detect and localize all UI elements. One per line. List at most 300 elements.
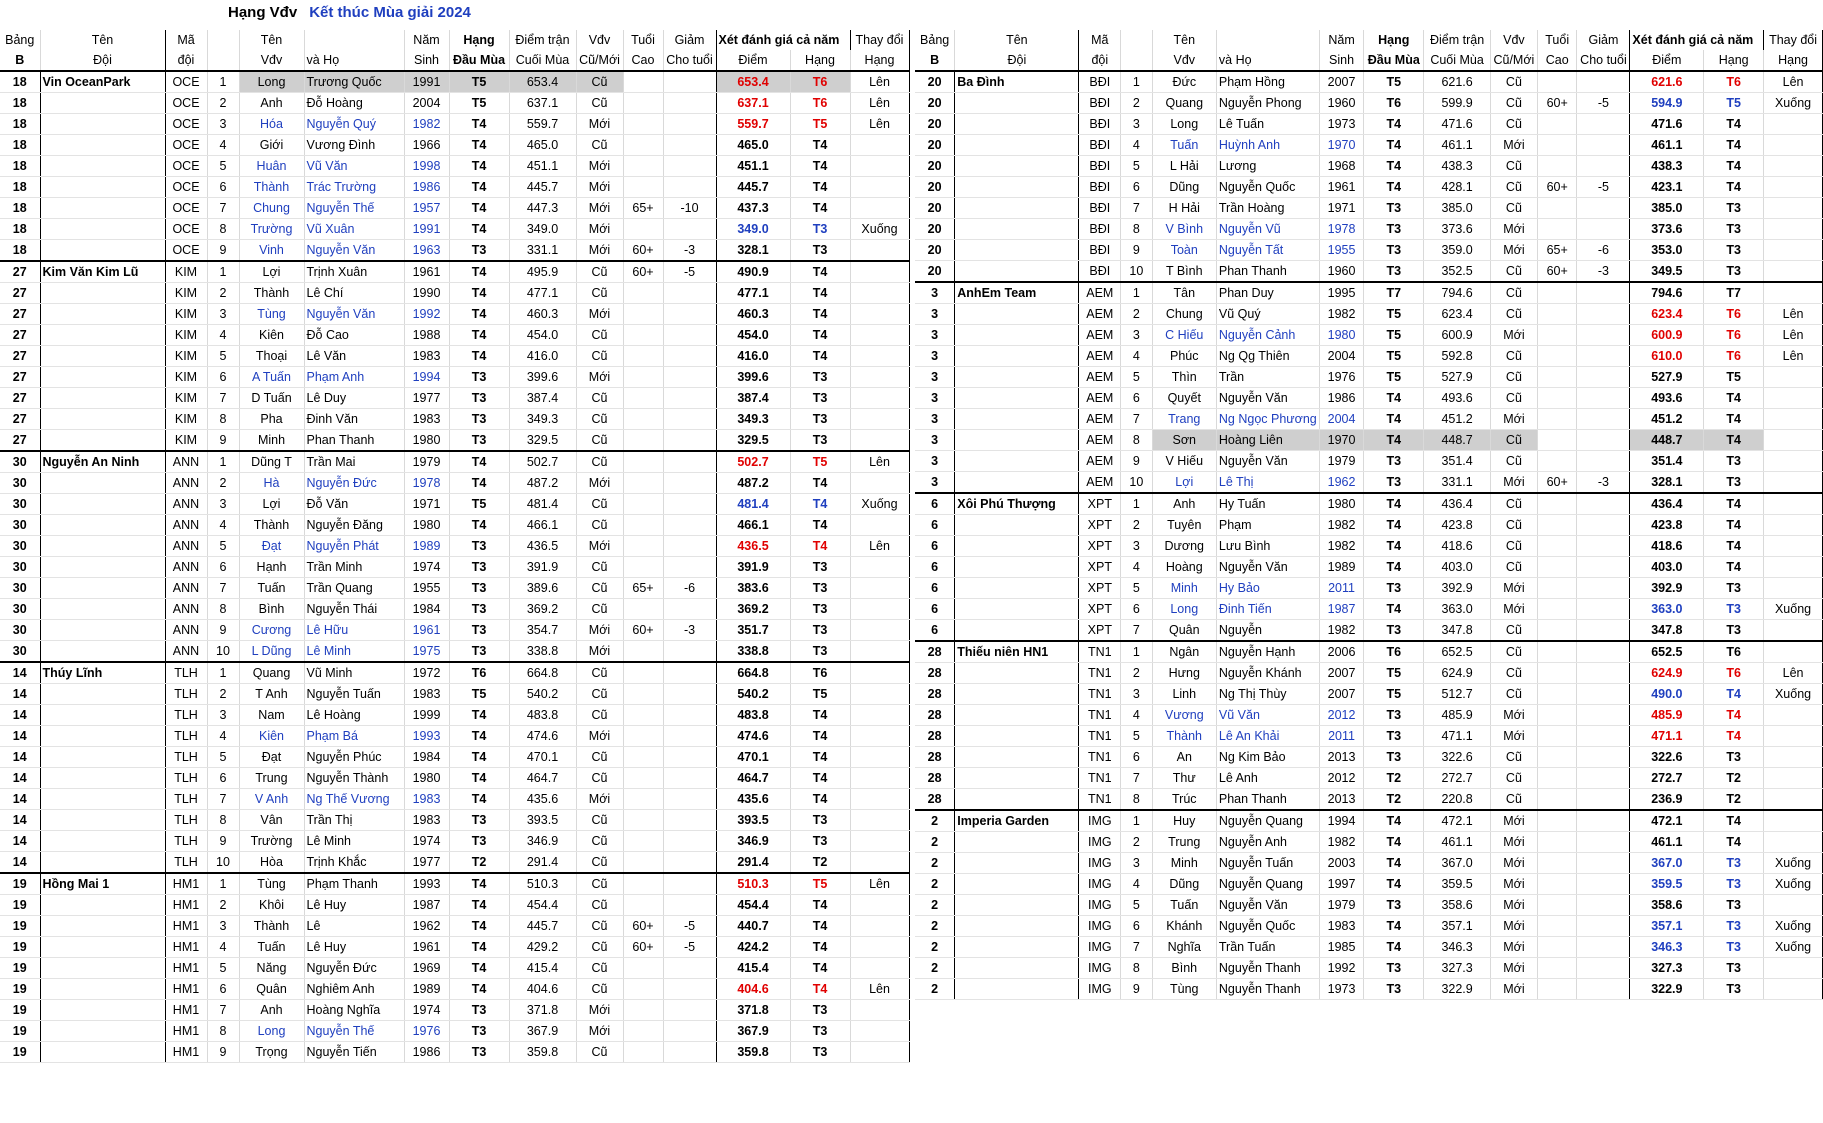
final-rank: T4 <box>790 895 850 916</box>
team-name <box>40 1000 165 1021</box>
table-row <box>915 937 1823 958</box>
final-rank: T6 <box>1704 304 1764 325</box>
birth-year: 1961 <box>1319 177 1364 198</box>
player-no: 9 <box>1121 240 1153 261</box>
team-name <box>40 219 165 240</box>
group-cell: 27 <box>0 261 40 283</box>
rank-change: Xuống <box>850 494 909 515</box>
table-row <box>0 895 909 916</box>
player-status: Cũ <box>1490 177 1537 198</box>
player-status: Mới <box>1490 240 1537 261</box>
player-first-name: Vương <box>1152 705 1216 726</box>
header-cell-8: Điểm trận <box>1424 30 1491 50</box>
age-reduction: -3 <box>1577 261 1630 283</box>
team-code: HM1 <box>165 1042 207 1063</box>
table-row <box>0 261 909 283</box>
player-status: Mới <box>1490 705 1537 726</box>
season-points: 352.5 <box>1424 261 1491 283</box>
group-cell: 2 <box>915 874 955 895</box>
player-status: Mới <box>576 536 623 557</box>
table-row <box>915 726 1823 747</box>
rank-change <box>1764 409 1823 430</box>
header-cell2-14: Hạng <box>850 50 909 71</box>
team-code: IMG <box>1079 832 1121 853</box>
final-rank: T3 <box>790 219 850 240</box>
group-cell: 2 <box>915 958 955 979</box>
birth-year: 1983 <box>404 684 449 705</box>
group-cell: 18 <box>0 177 40 198</box>
team-name <box>40 747 165 768</box>
final-rank: T2 <box>790 852 850 874</box>
season-points: 466.1 <box>509 515 576 536</box>
team-name <box>40 641 165 663</box>
player-last-name: Nguyễn Hạnh <box>1216 641 1319 663</box>
birth-year: 1982 <box>404 114 449 135</box>
player-last-name: Nguyễn Quang <box>1216 874 1319 895</box>
player-first-name: Chung <box>1152 304 1216 325</box>
rank-change <box>1764 156 1823 177</box>
player-first-name: Thành <box>239 283 304 304</box>
team-code: XPT <box>1079 599 1121 620</box>
age-reduction <box>663 515 716 536</box>
group-cell: 3 <box>915 451 955 472</box>
player-status: Mới <box>576 641 623 663</box>
season-points: 445.7 <box>509 177 576 198</box>
final-rank: T3 <box>1704 599 1764 620</box>
table-row <box>0 325 909 346</box>
player-last-name: Trần Tuấn <box>1216 937 1319 958</box>
age-group <box>1537 346 1577 367</box>
birth-year: 1989 <box>1319 557 1364 578</box>
player-no: 6 <box>1121 177 1153 198</box>
final-points: 600.9 <box>1630 325 1704 346</box>
group-cell: 18 <box>0 240 40 262</box>
start-rank: T4 <box>1364 177 1424 198</box>
start-rank: T5 <box>449 494 509 515</box>
group-cell: 27 <box>0 388 40 409</box>
team-name <box>40 1042 165 1063</box>
final-points: 451.1 <box>716 156 790 177</box>
final-rank: T4 <box>1704 388 1764 409</box>
table-row <box>0 578 909 599</box>
rank-change <box>1764 810 1823 832</box>
final-rank: T4 <box>790 198 850 219</box>
sheet-title <box>228 4 471 21</box>
final-rank: T4 <box>1704 114 1764 135</box>
player-first-name: Sơn <box>1152 430 1216 451</box>
table-row <box>0 662 909 684</box>
final-rank: T6 <box>790 662 850 684</box>
right-ranking-table <box>915 30 1823 1000</box>
season-points: 357.1 <box>1424 916 1491 937</box>
table-row <box>915 663 1823 684</box>
team-code: BĐI <box>1079 219 1121 240</box>
age-group <box>1537 557 1577 578</box>
player-first-name: Pha <box>239 409 304 430</box>
birth-year: 1989 <box>404 979 449 1000</box>
player-last-name: Nguyễn Anh <box>1216 832 1319 853</box>
player-no: 8 <box>207 1021 239 1042</box>
player-status: Mới <box>576 156 623 177</box>
left-table-panel <box>0 30 910 1063</box>
team-code: TLH <box>165 831 207 852</box>
player-last-name: Lê Chí <box>304 283 404 304</box>
age-group: 60+ <box>623 261 663 283</box>
birth-year: 1980 <box>1319 325 1364 346</box>
table-row <box>915 282 1823 304</box>
birth-year: 1992 <box>1319 958 1364 979</box>
age-reduction <box>663 705 716 726</box>
group-cell: 27 <box>0 367 40 388</box>
birth-year: 1982 <box>1319 832 1364 853</box>
start-rank: T3 <box>449 1021 509 1042</box>
player-no: 9 <box>207 620 239 641</box>
player-no: 1 <box>1121 282 1153 304</box>
start-rank: T3 <box>1364 747 1424 768</box>
team-code: TLH <box>165 662 207 684</box>
group-cell: 6 <box>915 557 955 578</box>
rank-change <box>1764 557 1823 578</box>
team-code: BĐI <box>1079 198 1121 219</box>
player-status: Cũ <box>1490 71 1537 93</box>
table-row <box>915 240 1823 261</box>
team-name <box>40 367 165 388</box>
rank-change: Lên <box>850 873 909 895</box>
header-cell-5 <box>304 30 404 50</box>
player-first-name: Quyết <box>1152 388 1216 409</box>
final-rank: T2 <box>1704 768 1764 789</box>
group-cell: 14 <box>0 684 40 705</box>
player-last-name: Nguyễn Tuấn <box>304 684 404 705</box>
team-code: AEM <box>1079 304 1121 325</box>
age-reduction <box>1577 916 1630 937</box>
table-row <box>915 536 1823 557</box>
team-code: KIM <box>165 304 207 325</box>
group-cell: 6 <box>915 536 955 557</box>
group-cell: 28 <box>915 789 955 811</box>
team-code: KIM <box>165 283 207 304</box>
rank-change <box>850 895 909 916</box>
player-first-name: Hoàng <box>1152 557 1216 578</box>
final-rank: T3 <box>1704 620 1764 642</box>
birth-year: 1993 <box>404 726 449 747</box>
final-points: 594.9 <box>1630 93 1704 114</box>
player-first-name: Thành <box>239 177 304 198</box>
team-code: XPT <box>1079 557 1121 578</box>
final-rank: T6 <box>790 93 850 114</box>
header-cell2-2: đội <box>165 50 207 71</box>
player-first-name: Toàn <box>1152 240 1216 261</box>
age-reduction <box>1577 895 1630 916</box>
birth-year: 2004 <box>404 93 449 114</box>
season-points: 428.1 <box>1424 177 1491 198</box>
player-last-name: Phan Duy <box>1216 282 1319 304</box>
player-last-name: Lê An Khải <box>1216 726 1319 747</box>
rank-change <box>850 1042 909 1063</box>
rank-change: Xuống <box>1764 916 1823 937</box>
age-group <box>1537 663 1577 684</box>
final-rank: T4 <box>790 726 850 747</box>
player-last-name: Trần Quang <box>304 578 404 599</box>
final-points: 610.0 <box>1630 346 1704 367</box>
final-rank: T3 <box>790 578 850 599</box>
team-code: ANN <box>165 578 207 599</box>
team-code: HM1 <box>165 916 207 937</box>
player-first-name: Nghĩa <box>1152 937 1216 958</box>
table-row <box>0 873 909 895</box>
player-first-name: C Hiếu <box>1152 325 1216 346</box>
header-cell2-11: Cho tuổi <box>1577 50 1630 71</box>
player-no: 7 <box>1121 409 1153 430</box>
team-code: IMG <box>1079 937 1121 958</box>
player-first-name: Long <box>1152 599 1216 620</box>
start-rank: T5 <box>1364 663 1424 684</box>
player-status: Mới <box>576 304 623 325</box>
final-points: 474.6 <box>716 726 790 747</box>
start-rank: T3 <box>1364 261 1424 283</box>
group-cell: 20 <box>915 156 955 177</box>
group-cell: 3 <box>915 388 955 409</box>
player-last-name: Nguyễn Phát <box>304 536 404 557</box>
player-last-name: Ng Thế Vương <box>304 789 404 810</box>
rank-change: Lên <box>850 536 909 557</box>
rank-change <box>850 473 909 494</box>
age-group <box>1537 958 1577 979</box>
final-points: 437.3 <box>716 198 790 219</box>
player-last-name: Nguyễn Thế <box>304 1021 404 1042</box>
table-row <box>0 409 909 430</box>
header-cell-7: Hạng <box>1364 30 1424 50</box>
birth-year: 1955 <box>404 578 449 599</box>
header-cell-4: Tên <box>239 30 304 50</box>
age-reduction <box>1577 388 1630 409</box>
birth-year: 1978 <box>1319 219 1364 240</box>
rank-change <box>1764 979 1823 1000</box>
age-group <box>1537 726 1577 747</box>
final-points: 371.8 <box>716 1000 790 1021</box>
player-last-name: Nguyễn Đức <box>304 958 404 979</box>
age-reduction <box>1577 641 1630 663</box>
final-rank: T4 <box>790 789 850 810</box>
player-first-name: Giới <box>239 135 304 156</box>
team-name <box>40 177 165 198</box>
player-first-name: Thành <box>239 916 304 937</box>
age-group <box>1537 578 1577 599</box>
player-first-name: Trung <box>1152 832 1216 853</box>
start-rank: T3 <box>1364 979 1424 1000</box>
rank-change <box>850 831 909 852</box>
player-no: 3 <box>207 304 239 325</box>
team-code: ANN <box>165 451 207 473</box>
season-points: 485.9 <box>1424 705 1491 726</box>
team-name <box>40 789 165 810</box>
player-no: 10 <box>1121 261 1153 283</box>
final-points: 367.9 <box>716 1021 790 1042</box>
player-last-name: Phạm Thanh <box>304 873 404 895</box>
group-cell: 19 <box>0 873 40 895</box>
player-no: 1 <box>1121 641 1153 663</box>
age-reduction <box>663 219 716 240</box>
header-cell2-8: Cuối Mùa <box>1424 50 1491 71</box>
player-status: Cũ <box>1490 156 1537 177</box>
start-rank: T3 <box>1364 620 1424 642</box>
final-points: 272.7 <box>1630 768 1704 789</box>
player-last-name: Nguyễn Văn <box>1216 388 1319 409</box>
header-cell2-13: Hạng <box>790 50 850 71</box>
player-first-name: Trúc <box>1152 789 1216 811</box>
age-group <box>623 114 663 135</box>
final-rank: T4 <box>1704 726 1764 747</box>
player-first-name: Kiên <box>239 325 304 346</box>
birth-year: 1980 <box>1319 493 1364 515</box>
player-no: 4 <box>207 135 239 156</box>
group-cell: 19 <box>0 979 40 1000</box>
season-points: 399.6 <box>509 367 576 388</box>
player-last-name: Lê Minh <box>304 641 404 663</box>
age-reduction: -6 <box>663 578 716 599</box>
rank-change <box>1764 261 1823 283</box>
final-rank: T3 <box>790 831 850 852</box>
player-first-name: Ngân <box>1152 641 1216 663</box>
team-code: KIM <box>165 409 207 430</box>
season-points: 461.1 <box>1424 135 1491 156</box>
header-cell-8: Điểm trận <box>509 30 576 50</box>
birth-year: 1971 <box>404 494 449 515</box>
age-reduction <box>663 473 716 494</box>
group-cell: 27 <box>0 283 40 304</box>
player-no: 7 <box>1121 937 1153 958</box>
age-reduction <box>1577 684 1630 705</box>
team-code: IMG <box>1079 874 1121 895</box>
season-points: 367.0 <box>1424 853 1491 874</box>
age-group <box>623 177 663 198</box>
group-cell: 14 <box>0 768 40 789</box>
team-name <box>40 768 165 789</box>
player-first-name: Dương <box>1152 536 1216 557</box>
start-rank: T4 <box>1364 515 1424 536</box>
final-rank: T4 <box>790 958 850 979</box>
birth-year: 1993 <box>404 873 449 895</box>
start-rank: T3 <box>1364 726 1424 747</box>
final-points: 438.3 <box>1630 156 1704 177</box>
season-points: 359.5 <box>1424 874 1491 895</box>
season-points: 438.3 <box>1424 156 1491 177</box>
team-code: OCE <box>165 93 207 114</box>
final-rank: T3 <box>1704 958 1764 979</box>
rank-change <box>1764 726 1823 747</box>
age-reduction <box>1577 853 1630 874</box>
final-points: 327.3 <box>1630 958 1704 979</box>
player-no: 3 <box>207 114 239 135</box>
final-points: 510.3 <box>716 873 790 895</box>
birth-year: 1990 <box>404 283 449 304</box>
group-cell: 6 <box>915 578 955 599</box>
group-cell: 14 <box>0 662 40 684</box>
birth-year: 1980 <box>404 768 449 789</box>
team-name <box>955 409 1079 430</box>
player-last-name: Phan Thanh <box>1216 789 1319 811</box>
team-name <box>40 93 165 114</box>
player-status: Cũ <box>576 684 623 705</box>
birth-year: 1999 <box>404 705 449 726</box>
team-code: TLH <box>165 684 207 705</box>
table-row <box>915 472 1823 494</box>
player-last-name: Vương Đình <box>304 135 404 156</box>
table-row <box>915 430 1823 451</box>
start-rank: T4 <box>1364 493 1424 515</box>
player-no: 4 <box>207 726 239 747</box>
player-first-name: Đạt <box>239 536 304 557</box>
table-row <box>915 409 1823 430</box>
player-status: Cũ <box>576 916 623 937</box>
header-cell-2: Mã <box>165 30 207 50</box>
start-rank: T5 <box>1364 684 1424 705</box>
player-no: 2 <box>207 473 239 494</box>
player-no: 3 <box>1121 536 1153 557</box>
team-name <box>955 367 1079 388</box>
player-last-name: Nguyễn Quý <box>304 114 404 135</box>
age-group <box>623 304 663 325</box>
final-points: 351.7 <box>716 620 790 641</box>
final-points: 349.5 <box>1630 261 1704 283</box>
table-row <box>915 958 1823 979</box>
player-last-name: Trần Mai <box>304 451 404 473</box>
start-rank: T4 <box>449 219 509 240</box>
player-status: Cũ <box>576 810 623 831</box>
age-reduction <box>663 388 716 409</box>
start-rank: T4 <box>449 958 509 979</box>
player-no: 4 <box>1121 874 1153 895</box>
table-row <box>0 473 909 494</box>
team-code: TLH <box>165 789 207 810</box>
final-points: 794.6 <box>1630 282 1704 304</box>
table-row <box>915 641 1823 663</box>
final-points: 460.3 <box>716 304 790 325</box>
team-code: KIM <box>165 367 207 388</box>
final-points: 637.1 <box>716 93 790 114</box>
group-cell: 18 <box>0 71 40 93</box>
season-points: 351.4 <box>1424 451 1491 472</box>
birth-year: 1983 <box>1319 916 1364 937</box>
start-rank: T3 <box>1364 958 1424 979</box>
final-rank: T3 <box>790 409 850 430</box>
player-no: 3 <box>207 705 239 726</box>
rank-change <box>850 958 909 979</box>
group-cell: 18 <box>0 219 40 240</box>
age-group <box>1537 451 1577 472</box>
group-cell: 27 <box>0 346 40 367</box>
age-reduction: -5 <box>663 916 716 937</box>
birth-year: 1986 <box>404 177 449 198</box>
team-code: TN1 <box>1079 705 1121 726</box>
rank-change <box>850 810 909 831</box>
team-name <box>955 557 1079 578</box>
age-reduction <box>1577 958 1630 979</box>
table-row <box>0 536 909 557</box>
age-reduction <box>663 979 716 1000</box>
age-group <box>1537 874 1577 895</box>
group-cell: 18 <box>0 93 40 114</box>
age-reduction <box>1577 937 1630 958</box>
rank-change <box>850 557 909 578</box>
team-code: HM1 <box>165 873 207 895</box>
age-group <box>623 1042 663 1063</box>
rank-change <box>1764 114 1823 135</box>
final-rank: T3 <box>1704 747 1764 768</box>
final-points: 664.8 <box>716 662 790 684</box>
table-row <box>0 240 909 262</box>
age-reduction <box>663 557 716 578</box>
